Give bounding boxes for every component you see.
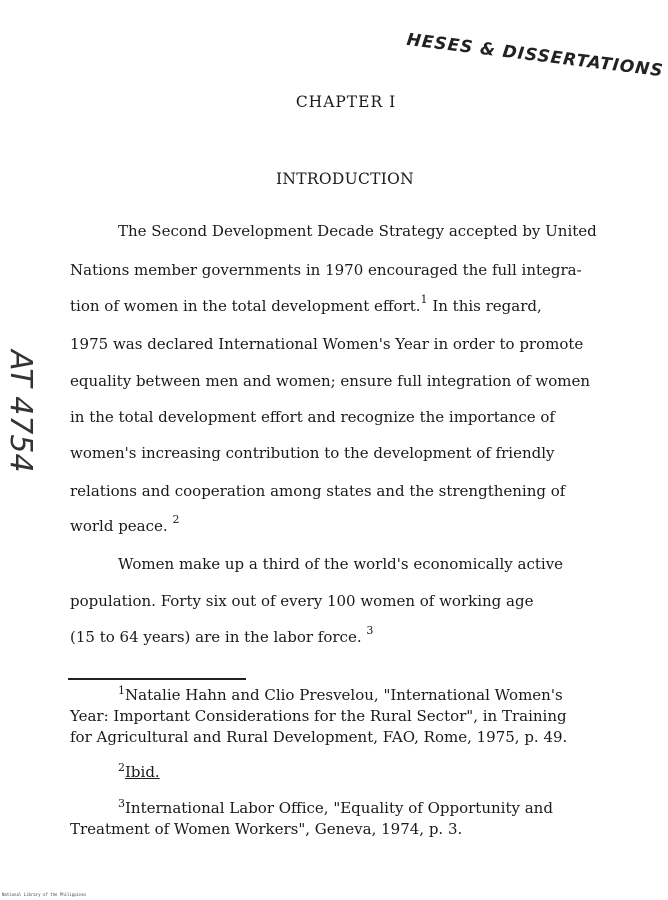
- body-line: 1975 was declared International Women's Year in order to promote: [70, 335, 584, 353]
- theses-stamp: HESES & DISSERTATIONS: [405, 30, 665, 82]
- footnote-3-cont: Treatment of Women Workers", Geneva, 1974, p. 3.: [70, 820, 463, 838]
- body-line: population. Forty six out of every 100 women of working age: [70, 592, 534, 610]
- footnote-3: $^3$International Labor Office, "Equality of Opportunity and: [118, 797, 553, 817]
- margin-handwritten-note: AT 4754: [3, 350, 38, 473]
- footnote-1-cont: for Agricultural and Rural Development, FAO, Rome, 1975, p. 49.: [70, 728, 568, 746]
- body-line: women's increasing contribution to the development of friendly: [70, 444, 555, 462]
- body-line: in the total development effort and recognize the importance of: [70, 408, 555, 426]
- footnote-marker: 1: [420, 293, 428, 306]
- body-line: Women make up a third of the world's economically active: [118, 555, 564, 573]
- body-line: world peace. $^2$: [70, 513, 180, 535]
- chapter-heading: CHAPTER I: [295, 93, 397, 111]
- footnote-marker: 2: [172, 513, 180, 526]
- footnote-1-cont: Year: Important Considerations for the Rural Sector", in Training: [70, 707, 567, 725]
- footnote-2: $^2$Ibid.: [118, 761, 160, 781]
- section-title: INTRODUCTION: [275, 170, 415, 188]
- footnote-marker: 3: [366, 624, 374, 637]
- body-line: (15 to 64 years) are in the labor force. $^3$: [70, 624, 374, 646]
- body-line: relations and cooperation among states and the strengthening of: [70, 482, 566, 500]
- body-line: Nations member governments in 1970 encouraged the full integra-: [70, 261, 582, 279]
- body-line: The Second Development Decade Strategy accepted by United: [118, 222, 597, 240]
- scan-footer-tag: National Library of the Philippines: [2, 892, 87, 897]
- footnote-1: $^1$Natalie Hahn and Clio Presvelou, "International Women's: [118, 684, 563, 704]
- footnote-rule: [68, 678, 246, 680]
- body-line: equality between men and women; ensure full integration of women: [70, 372, 591, 390]
- body-line: tion of women in the total development effort.$^1$ In this regard,: [70, 293, 542, 315]
